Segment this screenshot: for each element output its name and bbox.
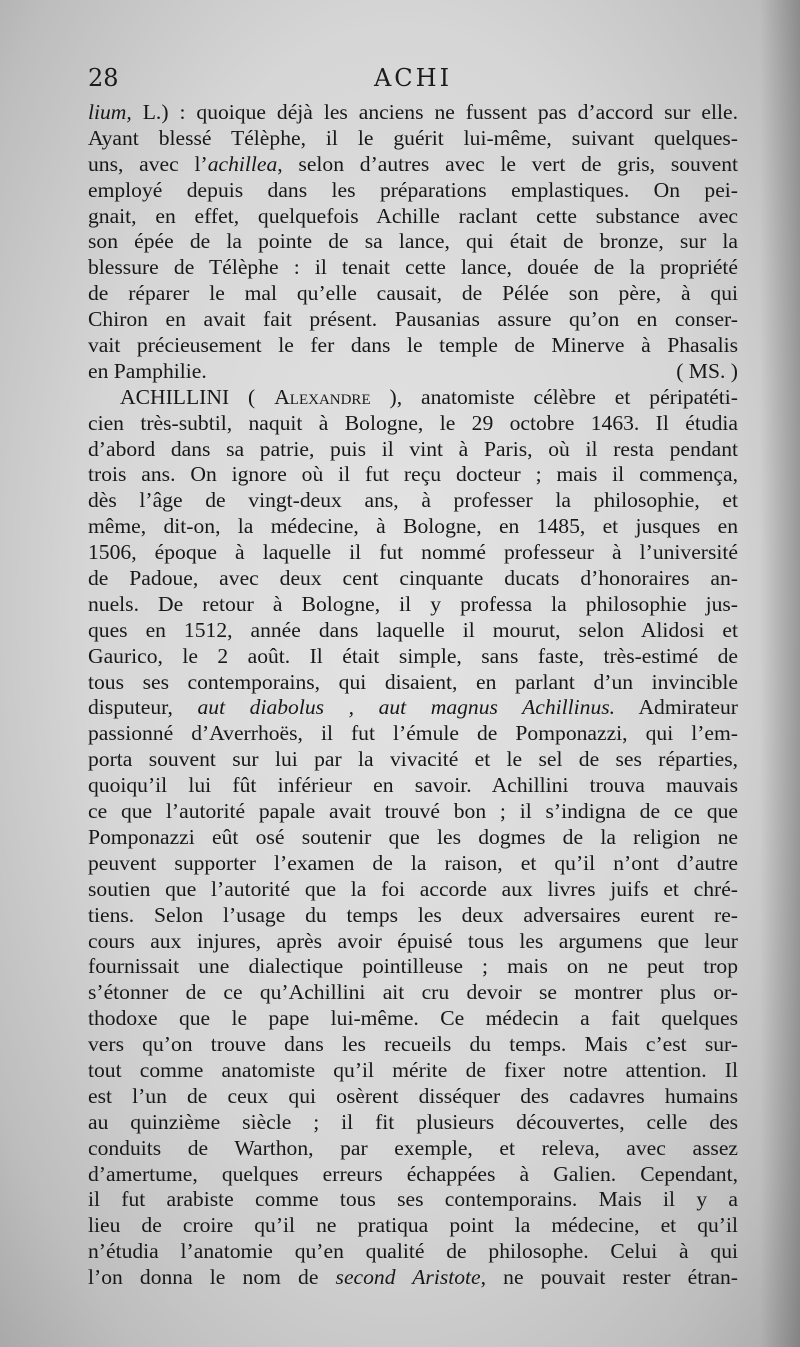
text-segment: même, dit-on, la médecine, à Bologne, en 1485, et jusques en (88, 514, 738, 539)
text-segment: tous ses contemporains, qui disaient, en parlant d’un invincible (88, 669, 738, 694)
text-segment: lieu de croire qu’il ne pratiqua point la médecine, et qu’il (88, 1213, 738, 1238)
text-segment: de Padoue, avec deux cent cinquante ducats d’honoraires an- (88, 566, 738, 591)
text-segment: vait précieusement le fer dans le temple de Minerve à Phasalis (88, 333, 738, 358)
text-line (88, 1239, 738, 1265)
text-segment: thodoxe que le pape lui-même. Ce médecin a fait quelques (88, 1006, 738, 1031)
text-segment: est l’un de ceux qui osèrent disséquer des cadavres humains (88, 1083, 738, 1108)
italic-text: second Aristote (335, 1265, 481, 1290)
text-line (88, 980, 738, 1006)
text-segment: ), anatomiste célèbre et péripatéti- (370, 384, 738, 409)
text-segment: tout comme anatomiste qu’il mérite de fixer notre attention. Il (88, 1057, 738, 1082)
italic-text: achillea (207, 151, 278, 176)
text-line (88, 126, 738, 152)
text-segment: fournissait une dialectique pointilleuse ; mais on ne peut trop (88, 954, 738, 979)
text-segment: n’étudia l’anatomie qu’en qualité de philosophe. Celui à qui (88, 1239, 738, 1264)
text-line (88, 488, 738, 514)
text-segment: ce que l’autorité papale avait trouvé bon ; il s’indigna de ce que (88, 799, 738, 824)
text-line (88, 1136, 738, 1162)
text-line (88, 385, 738, 411)
text-segment: Pomponazzi eût osé soutenir que les dogmes de la religion ne (88, 824, 738, 849)
text-line (88, 1187, 738, 1213)
text-line (88, 825, 738, 851)
text-segment: ACHILLINI ( (120, 384, 275, 409)
text-segment: , selon d’autres avec le vert de gris, souvent (277, 151, 738, 176)
text-segment: peuvent supporter l’examen de la raison, et qu’il n’ont d’autre (88, 850, 738, 875)
text-line (88, 462, 738, 488)
text-segment: Ayant blessé Télèphe, il le guérit lui-même, suivant quelques- (88, 125, 738, 150)
text-segment: quoiqu’il lui fût inférieur en savoir. Achillini trouva mauvais (88, 773, 738, 798)
text-segment: tiens. Selon l’usage du temps les deux adversaires eurent re- (88, 902, 738, 927)
text-line (88, 670, 738, 696)
text-segment: conduits de Warthon, par exemple, et releva, avec assez (88, 1135, 738, 1160)
text-line (88, 281, 738, 307)
text-segment: ques en 1512, année dans laquelle il mourut, selon Alidosi et (88, 617, 738, 642)
text-segment: L.) : quoique déjà les anciens ne fussent pas d’accord sur elle. (142, 100, 738, 124)
text-line (88, 100, 738, 126)
text-segment: employé depuis dans les préparations emplastiques. On pei- (88, 177, 738, 202)
page-edge-shadow (760, 0, 800, 1347)
author-firstname: Alexandre (274, 384, 371, 409)
text-line (88, 514, 738, 540)
text-segment: blessure de Télèphe : il tenait cette lance, douée de la propriété (88, 255, 738, 280)
text-line (88, 229, 738, 255)
text-segment: vers qu’on trouve dans les recueils du temps. Mais c’est sur- (88, 1032, 738, 1057)
text-line (88, 1032, 738, 1058)
text-segment: de réparer le mal qu’elle causait, de Pélée son père, à qui (88, 281, 738, 306)
text-line (88, 411, 738, 437)
text-line (88, 566, 738, 592)
page-header (88, 64, 738, 98)
text-line (88, 618, 738, 644)
text-segment: dès l’âge de vingt-deux ans, à professer la philosophie, et (88, 488, 738, 513)
text-line (88, 540, 738, 566)
text-line (88, 721, 738, 747)
text-line (88, 255, 738, 281)
text-segment: disputeur, (88, 695, 198, 720)
text-segment: cours aux injures, après avoir épuisé tous les argumens que leur (88, 928, 738, 953)
text-line (88, 333, 738, 359)
text-segment: nuels. De retour à Bologne, il y professa la philosophie jus- (88, 591, 738, 616)
text-segment: gnait, en effet, quelquefois Achille raclant cette substance avec (88, 203, 738, 228)
text-line (88, 747, 738, 773)
text-segment: Gaurico, le 2 août. Il était simple, sans faste, très-estimé de (88, 643, 738, 668)
text-segment: cien très-subtil, naquit à Bologne, le 29 octobre 1463. Il étudia (88, 410, 738, 435)
italic-text: lium, (88, 100, 143, 124)
text-line (88, 1006, 738, 1032)
text-line (88, 851, 738, 877)
text-line (88, 877, 738, 903)
text-line (88, 1084, 738, 1110)
text-segment: au quinzième siècle ; il fit plusieurs découvertes, celle des (88, 1109, 738, 1134)
text-segment: 1506, époque à laquelle il fut nommé professeur à l’université (88, 540, 738, 565)
running-head: ACHI (373, 64, 453, 92)
text-line (88, 592, 738, 618)
text-line (88, 954, 738, 980)
italic-text: aut diabolus , aut magnus Achillinus. (197, 695, 616, 720)
text-line (88, 1058, 738, 1084)
text-segment: , ne pouvait rester étran- (480, 1265, 738, 1290)
text-line (88, 307, 738, 333)
text-line (88, 929, 738, 955)
text-segment: il fut arabiste comme tous ses contemporains. Mais il y a (88, 1187, 738, 1212)
text-line (88, 695, 738, 721)
text-segment: en Pamphilie. (88, 358, 207, 383)
text-line (88, 152, 738, 178)
text-line (88, 178, 738, 204)
text-line (88, 359, 738, 385)
text-line (88, 437, 738, 463)
text-line (88, 204, 738, 230)
page-number: 28 (88, 64, 119, 92)
article-signature: ( MS. ) (676, 358, 738, 383)
text-line (88, 773, 738, 799)
text-line (88, 1265, 738, 1291)
text-segment: porta souvent sur lui par la vivacité et le sel de ses réparties, (88, 747, 738, 772)
text-segment: son épée de la pointe de sa lance, qui était de bronze, sur la (88, 229, 738, 254)
text-segment: l’on donna le nom de (88, 1265, 336, 1290)
text-line (88, 1162, 738, 1188)
text-segment: uns, avec l’ (88, 151, 208, 176)
body-text (88, 100, 738, 1291)
text-segment: Admirateur (615, 695, 738, 720)
text-line (88, 903, 738, 929)
text-segment: Chiron en avait fait présent. Pausanias assure qu’on en conser- (88, 307, 738, 332)
text-line (88, 1213, 738, 1239)
text-segment: d’amertume, quelques erreurs échappées à Galien. Cependant, (88, 1161, 738, 1186)
text-segment: s’étonner de ce qu’Achillini ait cru devoir se montrer plus or- (88, 980, 738, 1005)
text-segment: trois ans. On ignore où il fut reçu docteur ; mais il commença, (88, 462, 738, 487)
text-segment: soutien que l’autorité que la foi accorde aux livres juifs et chré- (88, 876, 738, 901)
text-line (88, 1110, 738, 1136)
text-line (88, 644, 738, 670)
text-segment: passionné d’Averrhoës, il fut l’émule de Pomponazzi, qui l’em- (88, 721, 738, 746)
text-line (88, 799, 738, 825)
text-segment: d’abord dans sa patrie, puis il vint à Paris, où il resta pendant (88, 436, 738, 461)
